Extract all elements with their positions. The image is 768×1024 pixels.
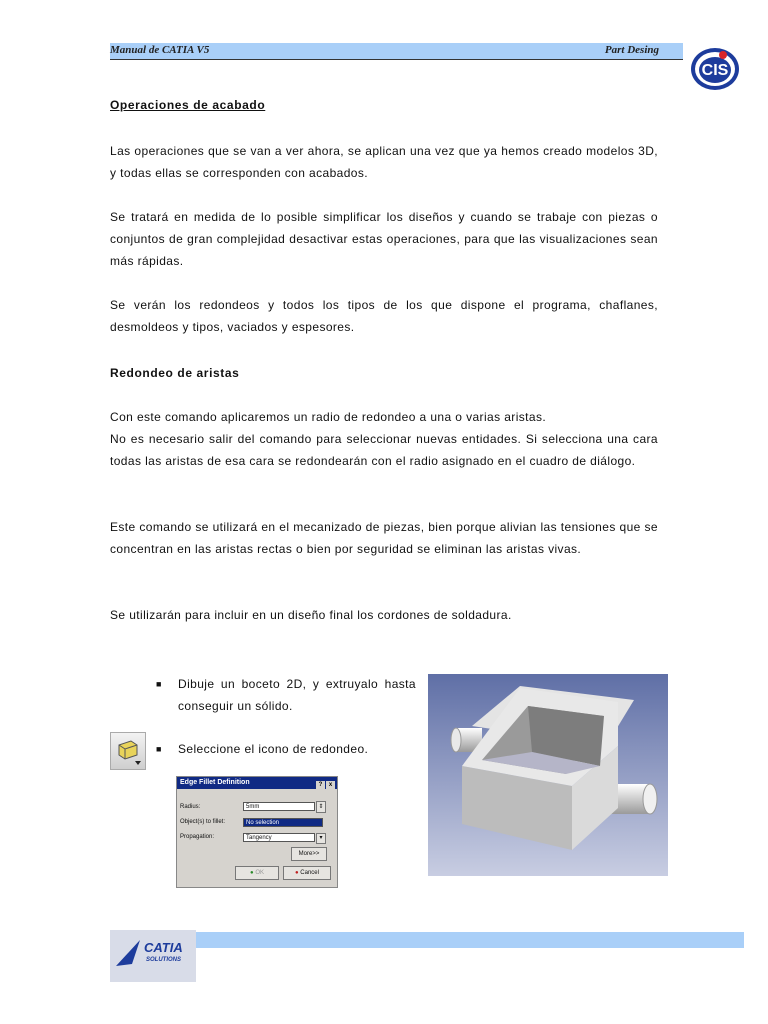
box-render-image — [428, 674, 668, 876]
cancel-button-label: Cancel — [300, 870, 319, 876]
object-label: Object(s) to fillet: — [180, 819, 226, 825]
ok-button[interactable] — [235, 866, 279, 880]
paragraph: Se verán los redondeos y todos los tipos de los que dispone el programa, chaflanes, desmoldeos y tipos, vaciados y espesores. — [110, 298, 658, 334]
object-selection-field[interactable]: No selection — [243, 818, 323, 827]
dialog-titlebar — [177, 777, 337, 789]
radius-input[interactable]: 5mm — [243, 802, 315, 811]
fillet-icon[interactable] — [110, 732, 146, 770]
cancel-button[interactable] — [283, 866, 331, 880]
catia-logo-subtext: SOLUTIONS — [146, 957, 182, 963]
radius-spinner[interactable]: ⇕ — [316, 801, 326, 813]
header-band — [110, 43, 683, 60]
close-button[interactable]: x — [326, 781, 335, 789]
bullet-text: Dibuje un boceto 2D, y extruyalo hasta conseguir un sólido. — [178, 677, 416, 713]
more-button[interactable]: More>> — [291, 847, 327, 861]
footer-band — [196, 932, 744, 948]
bullet-icon: ■ — [156, 679, 162, 689]
dialog-title: Edge Fillet Definition — [180, 779, 250, 786]
ok-icon: ● — [250, 870, 254, 876]
cancel-icon: ● — [295, 870, 299, 876]
catia-logo-text: CATIA — [144, 940, 183, 955]
header-manual-title: Manual de CATIA V5 — [110, 44, 210, 56]
header-section-title: Part Desing — [604, 44, 659, 56]
section-heading-acabado: Operaciones de acabado — [110, 98, 266, 112]
cis-logo — [690, 47, 740, 91]
catia-logo — [110, 930, 196, 982]
chevron-down-icon[interactable]: ▾ — [316, 833, 326, 844]
section-heading-redondeo: Redondeo de aristas — [110, 366, 240, 380]
paragraph: No es necesario salir del comando para seleccionar nuevas entidades. Si selecciona una cara todas las aristas de esa cara se redondearán con el radio asignado en el cuadro de diálogo. — [110, 432, 658, 468]
paragraph: Se tratará en medida de lo posible simplificar los diseños y cuando se trabaje con piezas o conjuntos de gran complejidad desactivar estas operaciones, para que las visualizaciones sean más rápidas. — [110, 210, 658, 268]
help-button[interactable]: ? — [316, 781, 325, 789]
radius-label: Radius: — [180, 804, 201, 810]
ok-button-label: OK — [255, 870, 264, 876]
propagation-select[interactable]: Tangency — [243, 833, 315, 842]
paragraph: Este comando se utilizará en el mecanizado de piezas, bien porque alivian las tensiones que se concentran en las aristas rectas o bien por seguridad se eliminan las aristas vivas. — [110, 520, 658, 556]
bullet-item — [156, 673, 416, 717]
bullet-icon: ■ — [156, 744, 162, 754]
bullet-item — [156, 738, 416, 760]
cis-logo-text: CIS — [701, 62, 729, 79]
paragraph: Con este comando aplicaremos un radio de redondeo a una o varias aristas. — [110, 410, 547, 424]
edge-fillet-dialog — [176, 776, 338, 888]
propagation-label: Propagation: — [180, 834, 215, 840]
paragraph: Las operaciones que se van a ver ahora, se aplican una vez que ya hemos creado modelos 3D, y todas ellas se corresponden con acabados. — [110, 144, 658, 180]
paragraph: Se utilizarán para incluir en un diseño final los cordones de soldadura. — [110, 608, 512, 622]
bullet-text: Seleccione el icono de redondeo. — [178, 742, 369, 756]
